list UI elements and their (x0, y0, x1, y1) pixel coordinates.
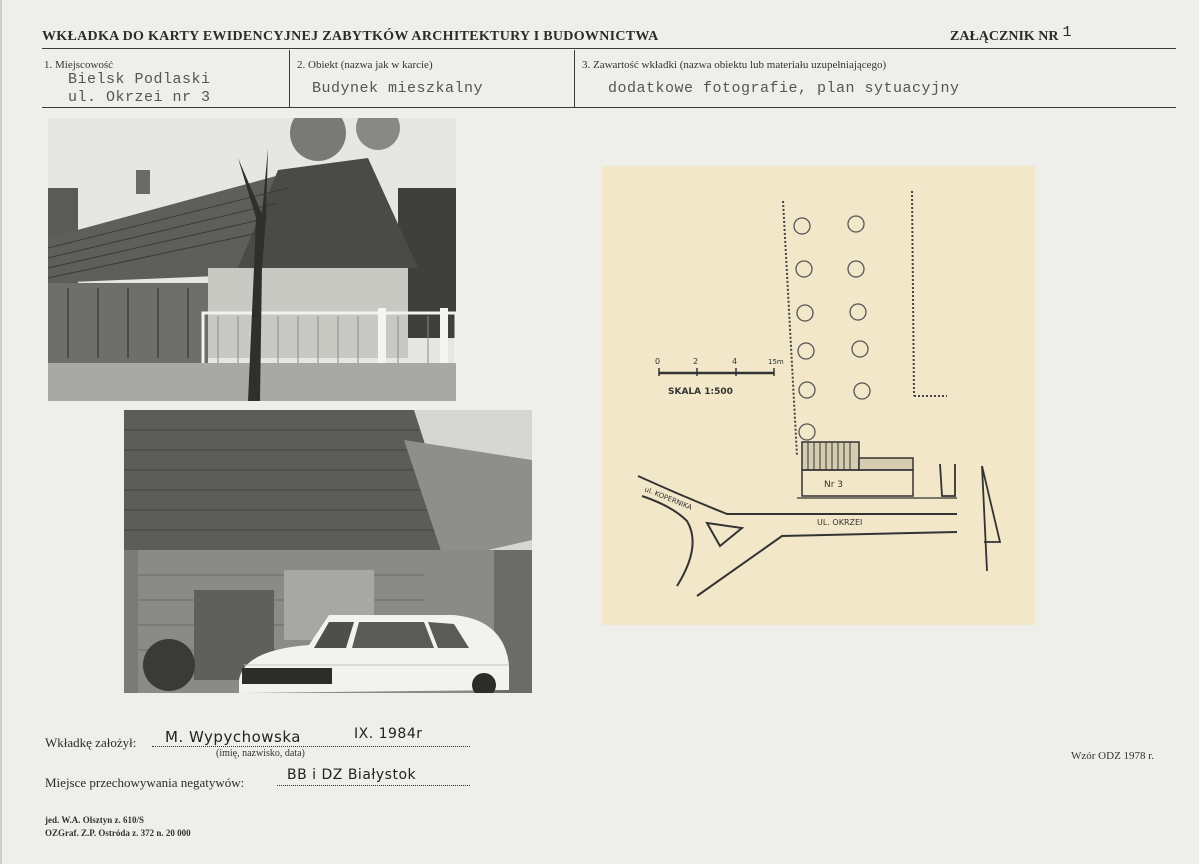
place-label: 1. Miejscowość (44, 59, 114, 71)
field-divider-2 (574, 50, 575, 107)
scale-tick-4: 4 (732, 357, 738, 366)
annex-number: 1 (1062, 24, 1072, 41)
north-arrow-icon (982, 466, 1000, 571)
site-plan-drawing (602, 166, 1035, 625)
founded-date: IX. 1984r (354, 726, 423, 742)
form-code: Wzór ODZ 1978 r. (1071, 750, 1155, 762)
contents-value: dodatkowe fotografie, plan sytuacyjny (608, 80, 960, 97)
negatives-value: BB i DZ Białystok (287, 767, 417, 783)
negatives-line (277, 785, 470, 786)
scale-label: SKALA 1:500 (668, 387, 733, 397)
fields-bottom-rule (42, 107, 1176, 108)
founded-line (152, 746, 470, 747)
print-info (45, 814, 191, 840)
founded-label: Wkładkę założył: (45, 735, 137, 750)
street-label-kopernika: ul. KOPERNIKA (643, 485, 694, 512)
building-label: Nr 3 (824, 480, 844, 490)
photo-outbuilding-car-image (124, 410, 532, 693)
header-rule (42, 48, 1176, 49)
object-value: Budynek mieszkalny (312, 80, 484, 97)
founded-name: M. Wypychowska (165, 728, 301, 746)
annex-label (950, 24, 1072, 45)
photo-house-front (48, 118, 456, 401)
site-plan (602, 166, 1035, 625)
object-label: 2. Obiekt (nazwa jak w karcie) (297, 59, 433, 71)
scale-tick-2: 2 (693, 357, 699, 366)
contents-label: 3. Zawartość wkładki (nazwa obiektu lub materiału uzupełniającego) (582, 59, 887, 71)
negatives-label: Miejsce przechowywania negatywów: (45, 775, 245, 790)
scale-tick-0: 0 (655, 357, 661, 366)
street-label-okrzei: UL. OKRZEI (817, 518, 863, 527)
print-info-line-1: jed. W.A. Olsztyn z. 610/S (45, 815, 145, 825)
annex-label-text: ZAŁĄCZNIK NR (950, 29, 1059, 44)
place-line-1: Bielsk Podlaski (68, 71, 211, 88)
print-info-line-2: OZGraf. Z.P. Ostróda z. 372 n. 20 000 (45, 828, 191, 838)
field-divider-1 (289, 50, 290, 107)
founded-hint: (imię, nazwisko, data) (216, 748, 305, 759)
photo-house-front-image (48, 118, 456, 401)
card-title: WKŁADKA DO KARTY EWIDENCYJNEJ ZABYTKÓW ARCHITEKTURY I BUDOWNICTWA (42, 29, 659, 44)
photo-outbuilding-car (124, 410, 532, 693)
place-line-2: ul. Okrzei nr 3 (68, 89, 211, 106)
scale-tick-15m: 15m (768, 358, 784, 366)
